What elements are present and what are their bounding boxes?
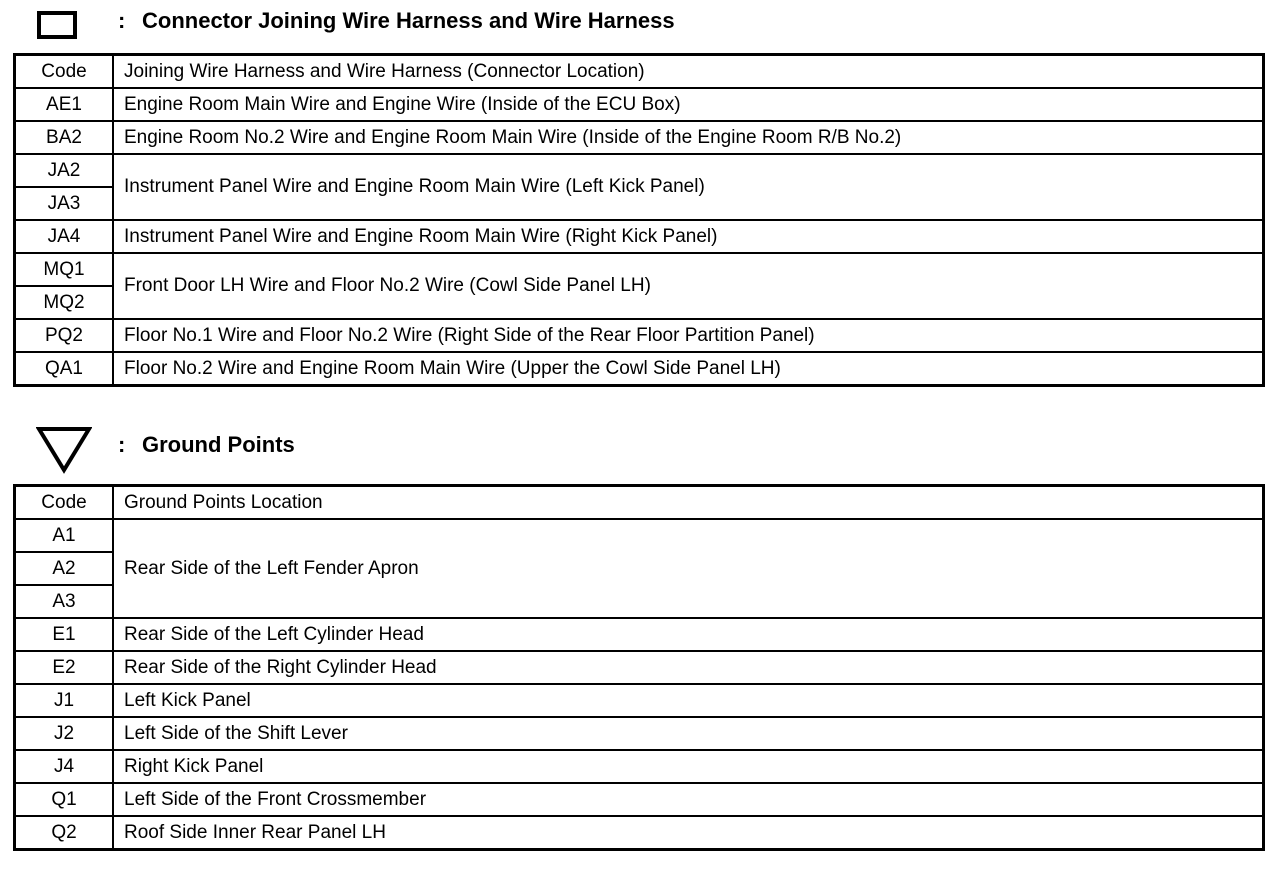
connector-header-row — [15, 55, 1264, 89]
code-column-header: Code — [15, 486, 114, 520]
ground-point-row — [15, 717, 1264, 750]
connector-row — [15, 253, 1264, 286]
code-cell: J2 — [15, 717, 114, 750]
code-cell: Q1 — [15, 783, 114, 816]
code-cell: QA1 — [15, 352, 114, 386]
code-cell: MQ1 — [15, 253, 114, 286]
location-cell: Right Kick Panel — [113, 750, 1264, 783]
location-cell: Floor No.2 Wire and Engine Room Main Wire (Upper the Cowl Side Panel LH) — [113, 352, 1264, 386]
connector-section-header — [0, 0, 1280, 44]
code-cell: AE1 — [15, 88, 114, 121]
code-column-header: Code — [15, 55, 114, 89]
location-cell: Rear Side of the Left Cylinder Head — [113, 618, 1264, 651]
code-cell: JA2 — [15, 154, 114, 187]
square-connector-icon — [37, 11, 77, 39]
connector-section-title: Connector Joining Wire Harness and Wire Harness — [142, 8, 675, 33]
code-cell: J4 — [15, 750, 114, 783]
location-cell: Left Side of the Front Crossmember — [113, 783, 1264, 816]
code-cell: PQ2 — [15, 319, 114, 352]
code-cell: A1 — [15, 519, 114, 552]
location-cell: Instrument Panel Wire and Engine Room Main Wire (Right Kick Panel) — [113, 220, 1264, 253]
connector-row — [15, 154, 1264, 187]
location-cell: Rear Side of the Right Cylinder Head — [113, 651, 1264, 684]
location-cell: Front Door LH Wire and Floor No.2 Wire (Cowl Side Panel LH) — [113, 253, 1264, 319]
ground-point-row — [15, 750, 1264, 783]
ground-point-row — [15, 651, 1264, 684]
code-cell: E2 — [15, 651, 114, 684]
location-column-header: Joining Wire Harness and Wire Harness (Connector Location) — [113, 55, 1264, 89]
ground-point-row — [15, 519, 1264, 552]
code-cell: JA3 — [15, 187, 114, 220]
location-cell: Engine Room No.2 Wire and Engine Room Main Wire (Inside of the Engine Room R/B No.2) — [113, 121, 1264, 154]
code-cell: MQ2 — [15, 286, 114, 319]
location-cell: Roof Side Inner Rear Panel LH — [113, 816, 1264, 850]
ground-colon: : — [118, 432, 126, 457]
ground-point-row — [15, 816, 1264, 850]
connector-row — [15, 352, 1264, 386]
code-cell: E1 — [15, 618, 114, 651]
location-cell: Rear Side of the Left Fender Apron — [113, 519, 1264, 618]
ground-point-row — [15, 783, 1264, 816]
ground-point-row — [15, 684, 1264, 717]
code-cell: J1 — [15, 684, 114, 717]
location-column-header: Ground Points Location — [113, 486, 1264, 520]
code-cell: JA4 — [15, 220, 114, 253]
ground-points-table — [13, 484, 1265, 851]
location-cell: Left Kick Panel — [113, 684, 1264, 717]
connector-row — [15, 220, 1264, 253]
code-cell: A2 — [15, 552, 114, 585]
connector-row — [15, 88, 1264, 121]
connector-colon: : — [118, 8, 126, 33]
location-cell: Floor No.1 Wire and Floor No.2 Wire (Right Side of the Rear Floor Partition Panel) — [113, 319, 1264, 352]
ground-section-title: Ground Points — [142, 432, 295, 457]
ground-point-header-row — [15, 486, 1264, 520]
connector-row — [15, 319, 1264, 352]
code-cell: Q2 — [15, 816, 114, 850]
location-cell: Engine Room Main Wire and Engine Wire (Inside of the ECU Box) — [113, 88, 1264, 121]
connector-row — [15, 121, 1264, 154]
connector-table — [13, 53, 1265, 387]
location-cell: Instrument Panel Wire and Engine Room Main Wire (Left Kick Panel) — [113, 154, 1264, 220]
code-cell: BA2 — [15, 121, 114, 154]
ground-point-row — [15, 618, 1264, 651]
ground-section-header — [0, 424, 1280, 468]
location-cell: Left Side of the Shift Lever — [113, 717, 1264, 750]
code-cell: A3 — [15, 585, 114, 618]
